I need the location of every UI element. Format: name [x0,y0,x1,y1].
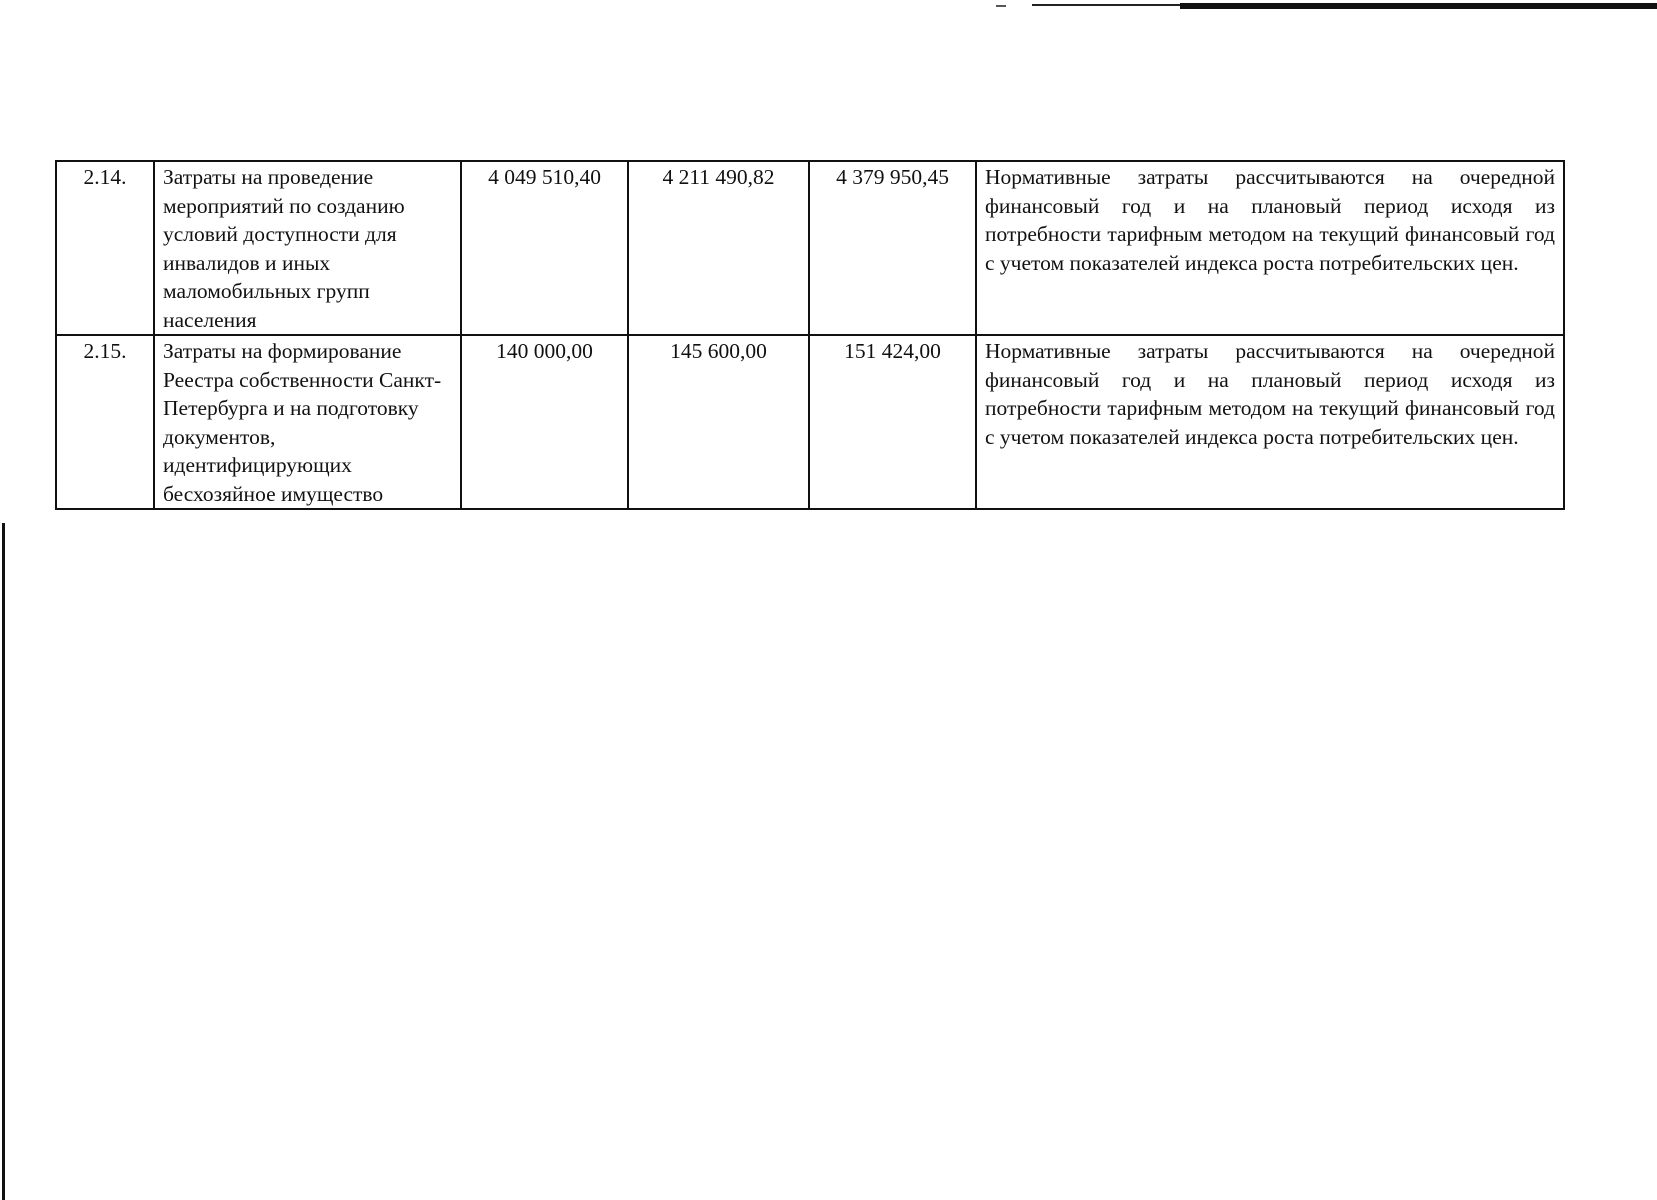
amount-year-3: 151 424,00 [809,335,976,509]
cost-norms-table [55,160,1565,510]
amount-year-2: 145 600,00 [628,335,809,509]
top-rule-thick [1180,3,1657,9]
table-row [56,335,1564,509]
left-edge-rule [2,523,5,1200]
calculation-note: Нормативные затраты рассчитываются на очередной финансовый год и на плановый период исходя из потребности тарифным методом на текущий финансовый год с учетом показателей индекса роста потребительских цен. [976,161,1564,335]
top-rule-thin [1032,4,1182,6]
amount-year-2: 4 211 490,82 [628,161,809,335]
table-row [56,161,1564,335]
top-dash-mark [996,5,1006,7]
amount-year-1: 4 049 510,40 [461,161,628,335]
row-number: 2.14. [56,161,154,335]
calculation-note: Нормативные затраты рассчитываются на очередной финансовый год и на плановый период исходя из потребности тарифным методом на текущий финансовый год с учетом показателей индекса роста потребительских цен. [976,335,1564,509]
amount-year-3: 4 379 950,45 [809,161,976,335]
expense-name: Затраты на формирование Реестра собственности Санкт-Петербурга и на подготовку документов, идентифицирующих бесхозяйное имущество [154,335,461,509]
amount-year-1: 140 000,00 [461,335,628,509]
row-number: 2.15. [56,335,154,509]
expense-name: Затраты на проведение мероприятий по созданию условий доступности для инвалидов и иных маломобильных групп населения [154,161,461,335]
